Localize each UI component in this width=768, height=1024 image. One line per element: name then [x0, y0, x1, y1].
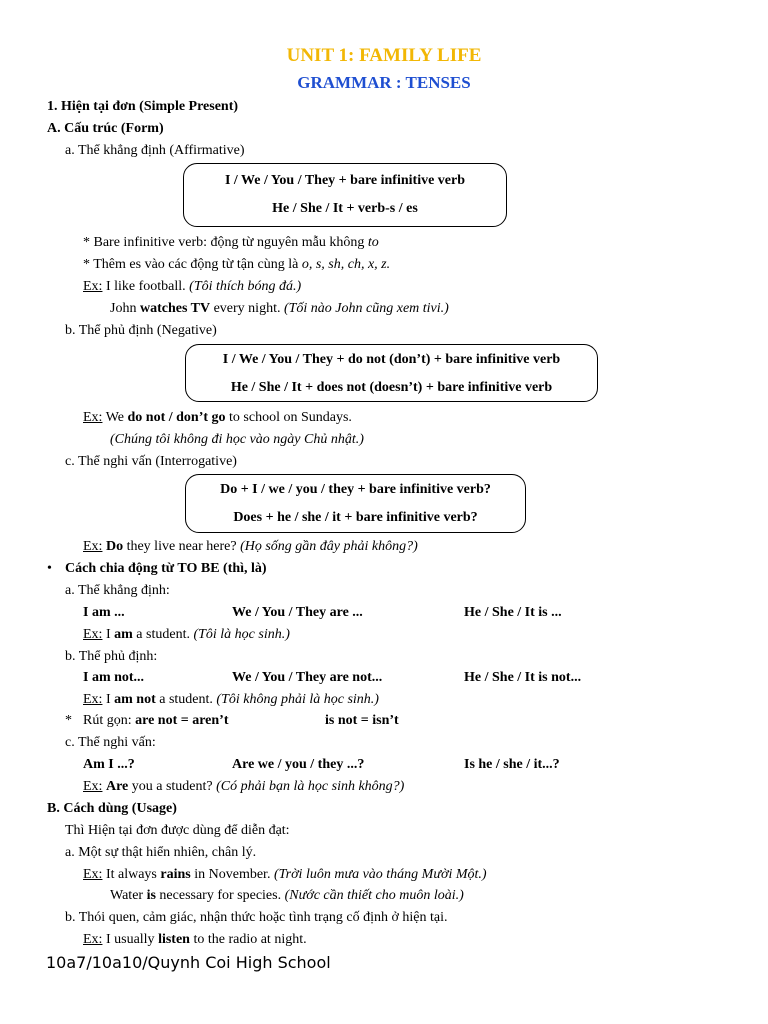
to-be-form: We / You / They are not...	[232, 670, 383, 685]
page-footer: 10a7/10a10/Quynh Coi High School	[46, 953, 331, 972]
usage-a: a. Một sự thật hiển nhiên, chân lý.	[65, 845, 257, 860]
interrogative-formula-box	[185, 474, 526, 533]
example-translation: (Chúng tôi không đi học vào ngày Chủ nhật.)	[110, 432, 364, 447]
page-subtitle: GRAMMAR : TENSES	[297, 73, 471, 92]
affirmative-formula-box	[183, 163, 507, 227]
usage-b: b. Thói quen, cảm giác, nhận thức hoặc tình trạng cố định ở hiện tại.	[65, 910, 448, 925]
to-be-form: He / She / It is ...	[464, 605, 562, 620]
example: Ex: It always rains in November. (Trời luôn mưa vào tháng Mười Một.)	[83, 867, 487, 882]
formula-row: I / We / You / They + do not (don’t) + bare infinitive verb	[222, 352, 561, 367]
formula-row: He / She / It + verb-s / es	[272, 201, 418, 216]
affirmative-heading: a. Thể khẳng định (Affirmative)	[65, 143, 245, 158]
formula-row: I / We / You / They + bare infinitive verb	[224, 173, 466, 188]
to-be-form: Is he / she / it...?	[464, 757, 560, 772]
contraction-note: is not = isn’t	[325, 713, 399, 728]
to-be-interrogative-heading: c. Thể nghi vấn:	[65, 735, 156, 750]
section-usage: B. Cách dùng (Usage)	[47, 801, 177, 816]
negative-heading: b. Thể phủ định (Negative)	[65, 323, 217, 338]
negative-formula-box	[185, 344, 598, 402]
example: Ex: I am a student. (Tôi là học sinh.)	[83, 627, 290, 642]
example: Ex: I like football. (Tôi thích bóng đá.)	[83, 279, 302, 294]
section-form: A. Cấu trúc (Form)	[47, 121, 164, 136]
to-be-form: Am I ...?	[83, 757, 135, 772]
formula-row: He / She / It + does not (doesn’t) + bare infinitive verb	[230, 380, 553, 395]
contraction-note: Rút gọn: are not = aren’t	[83, 713, 229, 728]
example: Water is necessary for species. (Nước cần thiết cho muôn loài.)	[110, 888, 464, 903]
section-to-be: Cách chia động từ TO BE (thì, là)	[65, 561, 267, 576]
to-be-affirmative-heading: a. Thể khẳng định:	[65, 583, 170, 598]
section-simple-present: 1. Hiện tại đơn (Simple Present)	[47, 99, 239, 114]
example: Ex: I am not a student. (Tôi không phải là học sinh.)	[83, 692, 379, 707]
example: Ex: Are you a student? (Có phải bạn là học sinh không?)	[83, 779, 405, 794]
bullet-icon: •	[47, 561, 52, 576]
example: Ex: Do they live near here? (Họ sống gần đây phải không?)	[83, 539, 418, 554]
to-be-form: I am not...	[83, 670, 145, 685]
example: John watches TV every night. (Tối nào John cũng xem tivi.)	[110, 301, 449, 316]
page-title: UNIT 1: FAMILY LIFE	[286, 45, 482, 66]
to-be-form: Are we / you / they ...?	[232, 757, 365, 772]
to-be-form: He / She / It is not...	[464, 670, 582, 685]
to-be-negative-heading: b. Thể phủ định:	[65, 649, 158, 664]
interrogative-heading: c. Thể nghi vấn (Interrogative)	[65, 454, 237, 469]
formula-row: Do + I / we / you / they + bare infinitive verb?	[220, 482, 491, 497]
to-be-form: We / You / They are ...	[232, 605, 363, 620]
example: Ex: I usually listen to the radio at night.	[83, 932, 307, 947]
usage-intro: Thì Hiện tại đơn được dùng để diễn đạt:	[65, 823, 290, 838]
note-es-ending: * Thêm es vào các động từ tận cùng là o, s, sh, ch, x, z.	[83, 257, 391, 272]
formula-row: Does + he / she / it + bare infinitive verb?	[233, 510, 478, 525]
contraction-star: *	[65, 713, 72, 728]
note-bare-infinitive: * Bare infinitive verb: động từ nguyên mẫu không to	[83, 235, 379, 250]
to-be-form: I am ...	[83, 605, 125, 620]
example: Ex: We do not / don’t go to school on Sundays.	[83, 410, 352, 425]
